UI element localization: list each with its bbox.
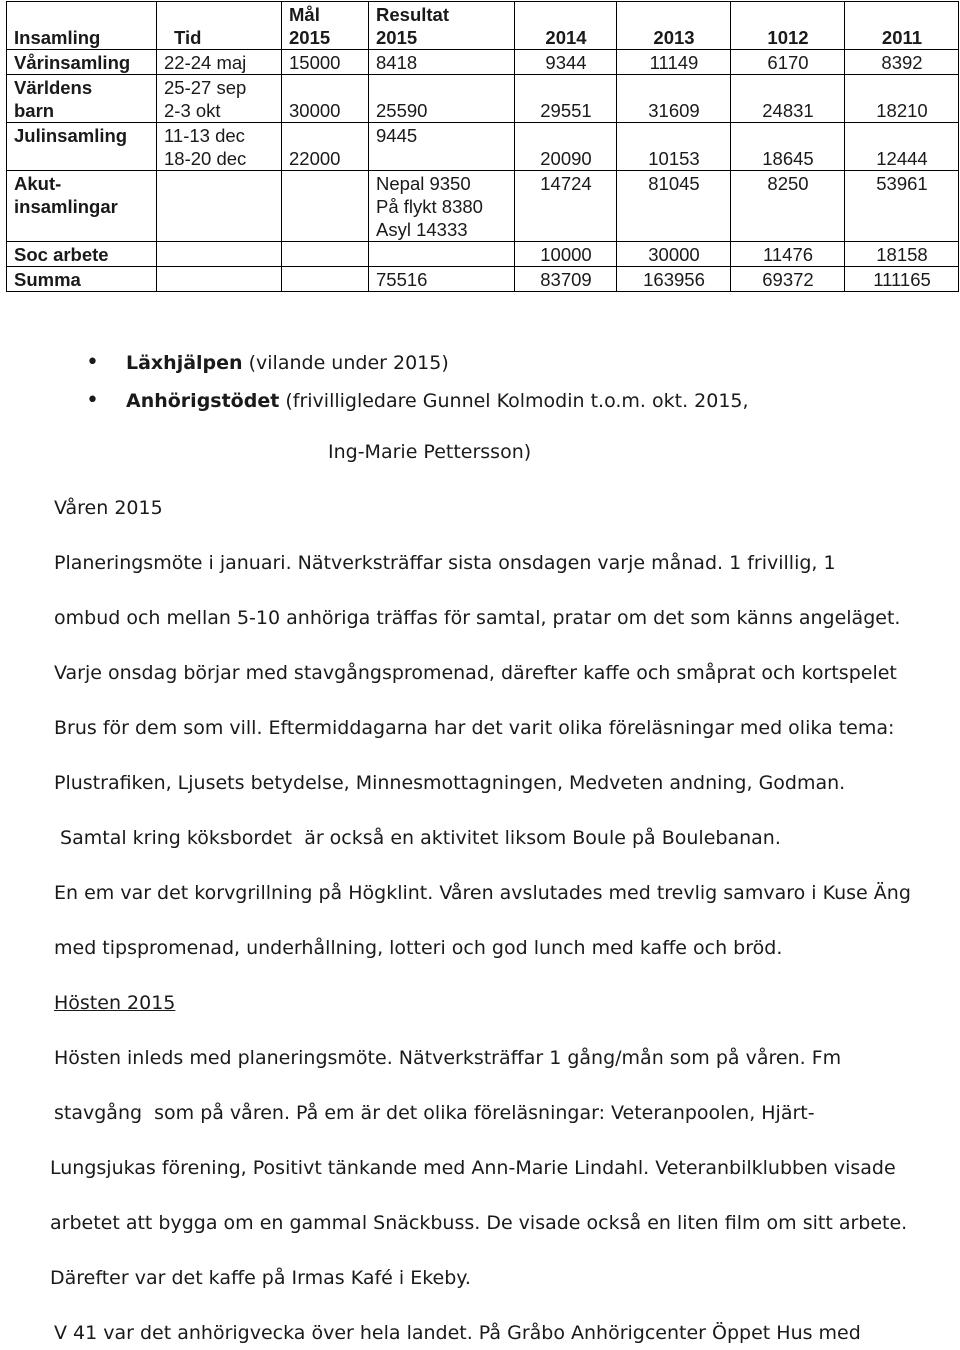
row-1012: 69372	[731, 267, 845, 292]
bullet-continuation: Ing-Marie Pettersson)	[328, 441, 532, 463]
row-mal	[282, 171, 369, 242]
autumn-paragraph-line: Hösten inleds med planeringsmöte. Nätverksträffar 1 gång/mån som på våren. Fm	[54, 1047, 842, 1069]
bullet-item: • Anhörigstödet (frivilligledare Gunnel Kolmodin t.o.m. okt. 2015,	[86, 386, 749, 424]
header-mal: Mål 2015	[282, 2, 369, 50]
row-name: Vårinsamling	[7, 50, 157, 75]
row-2013: 31609	[617, 75, 731, 123]
header-1012: 1012	[731, 2, 845, 50]
autumn-heading: Hösten 2015	[54, 992, 176, 1014]
header-tid: Tid	[157, 2, 282, 50]
row-resultat: 9445	[369, 123, 515, 171]
row-2013: 81045	[617, 171, 731, 242]
row-2013: 11149	[617, 50, 731, 75]
row-mal: 22000	[282, 123, 369, 171]
collection-results-table	[6, 1, 959, 292]
row-mal	[282, 267, 369, 292]
row-tid: 11-13 dec 18-20 dec	[157, 123, 282, 171]
row-tid	[157, 171, 282, 242]
table-row	[7, 242, 959, 267]
row-2014: 20090	[515, 123, 617, 171]
row-name: Världens barn	[7, 75, 157, 123]
spring-paragraph-line: ombud och mellan 5-10 anhöriga träffas för samtal, pratar om det som känns angeläget.	[54, 607, 901, 629]
row-1012: 11476	[731, 242, 845, 267]
row-resultat: 75516	[369, 267, 515, 292]
header-2011: 2011	[845, 2, 959, 50]
row-2011: 18158	[845, 242, 959, 267]
row-2011: 12444	[845, 123, 959, 171]
row-2014: 10000	[515, 242, 617, 267]
spring-paragraph-line: Plustrafiken, Ljusets betydelse, Minnesmottagningen, Medveten andning, Godman.	[54, 772, 846, 794]
row-2013: 10153	[617, 123, 731, 171]
table-row	[7, 75, 959, 123]
row-2014: 83709	[515, 267, 617, 292]
row-resultat	[369, 242, 515, 267]
row-mal: 15000	[282, 50, 369, 75]
spring-paragraph-line: med tipspromenad, underhållning, lotteri och god lunch med kaffe och bröd.	[54, 937, 783, 959]
autumn-paragraph-line: arbetet att bygga om en gammal Snäckbuss. De visade också en liten film om sitt arbete.	[50, 1212, 908, 1234]
bullet-item: • Läxhjälpen (vilande under 2015)	[86, 348, 749, 386]
row-2013: 163956	[617, 267, 731, 292]
spring-paragraph-line: Varje onsdag börjar med stavgångspromenad, därefter kaffe och småprat och kortspelet	[54, 662, 897, 684]
table-row	[7, 123, 959, 171]
table-row	[7, 171, 959, 242]
autumn-paragraph-line: V 41 var det anhörigvecka över hela landet. På Gråbo Anhörigcenter Öppet Hus med	[54, 1322, 861, 1344]
spring-heading: Våren 2015	[54, 497, 163, 519]
row-2014: 9344	[515, 50, 617, 75]
table-row	[7, 50, 959, 75]
row-name: Summa	[7, 267, 157, 292]
autumn-paragraph-line: Därefter var det kaffe på Irmas Kafé i Ekeby.	[50, 1267, 471, 1289]
row-2011: 8392	[845, 50, 959, 75]
row-2014: 14724	[515, 171, 617, 242]
header-resultat: Resultat 2015	[369, 2, 515, 50]
table-row	[7, 267, 959, 292]
row-2013: 30000	[617, 242, 731, 267]
row-tid: 22-24 maj	[157, 50, 282, 75]
header-2013: 2013	[617, 2, 731, 50]
row-name: Julinsamling	[7, 123, 157, 171]
row-tid: 25-27 sep 2-3 okt	[157, 75, 282, 123]
row-tid	[157, 242, 282, 267]
row-2011: 111165	[845, 267, 959, 292]
row-name: Akut- insamlingar	[7, 171, 157, 242]
row-mal	[282, 242, 369, 267]
row-2014: 29551	[515, 75, 617, 123]
header-2014: 2014	[515, 2, 617, 50]
row-tid	[157, 267, 282, 292]
row-name: Soc arbete	[7, 242, 157, 267]
row-2011: 53961	[845, 171, 959, 242]
row-1012: 8250	[731, 171, 845, 242]
row-1012: 6170	[731, 50, 845, 75]
spring-paragraph-line: Samtal kring köksbordet är också en aktivitet liksom Boule på Boulebanan.	[54, 827, 781, 849]
row-mal: 30000	[282, 75, 369, 123]
row-2011: 18210	[845, 75, 959, 123]
spring-paragraph-line: En em var det korvgrillning på Högklint. Våren avslutades med trevlig samvaro i Kuse Äng	[54, 882, 911, 904]
header-insamling: Insamling	[7, 2, 157, 50]
table-header-row	[7, 2, 959, 50]
spring-paragraph-line: Planeringsmöte i januari. Nätverksträffar sista onsdagen varje månad. 1 frivillig, 1	[54, 552, 836, 574]
autumn-paragraph-line: stavgång som på våren. På em är det olika föreläsningar: Veteranpoolen, Hjärt-	[54, 1102, 815, 1124]
row-resultat: 8418	[369, 50, 515, 75]
row-1012: 24831	[731, 75, 845, 123]
autumn-paragraph-line: Lungsjukas förening, Positivt tänkande med Ann-Marie Lindahl. Veteranbilklubben visade	[50, 1157, 896, 1179]
spring-paragraph-line: Brus för dem som vill. Eftermiddagarna har det varit olika föreläsningar med olika tema:	[54, 717, 895, 739]
row-resultat: Nepal 9350 På flykt 8380 Asyl 14333	[369, 171, 515, 242]
row-1012: 18645	[731, 123, 845, 171]
activity-bullet-list	[86, 348, 749, 424]
row-resultat: 25590	[369, 75, 515, 123]
